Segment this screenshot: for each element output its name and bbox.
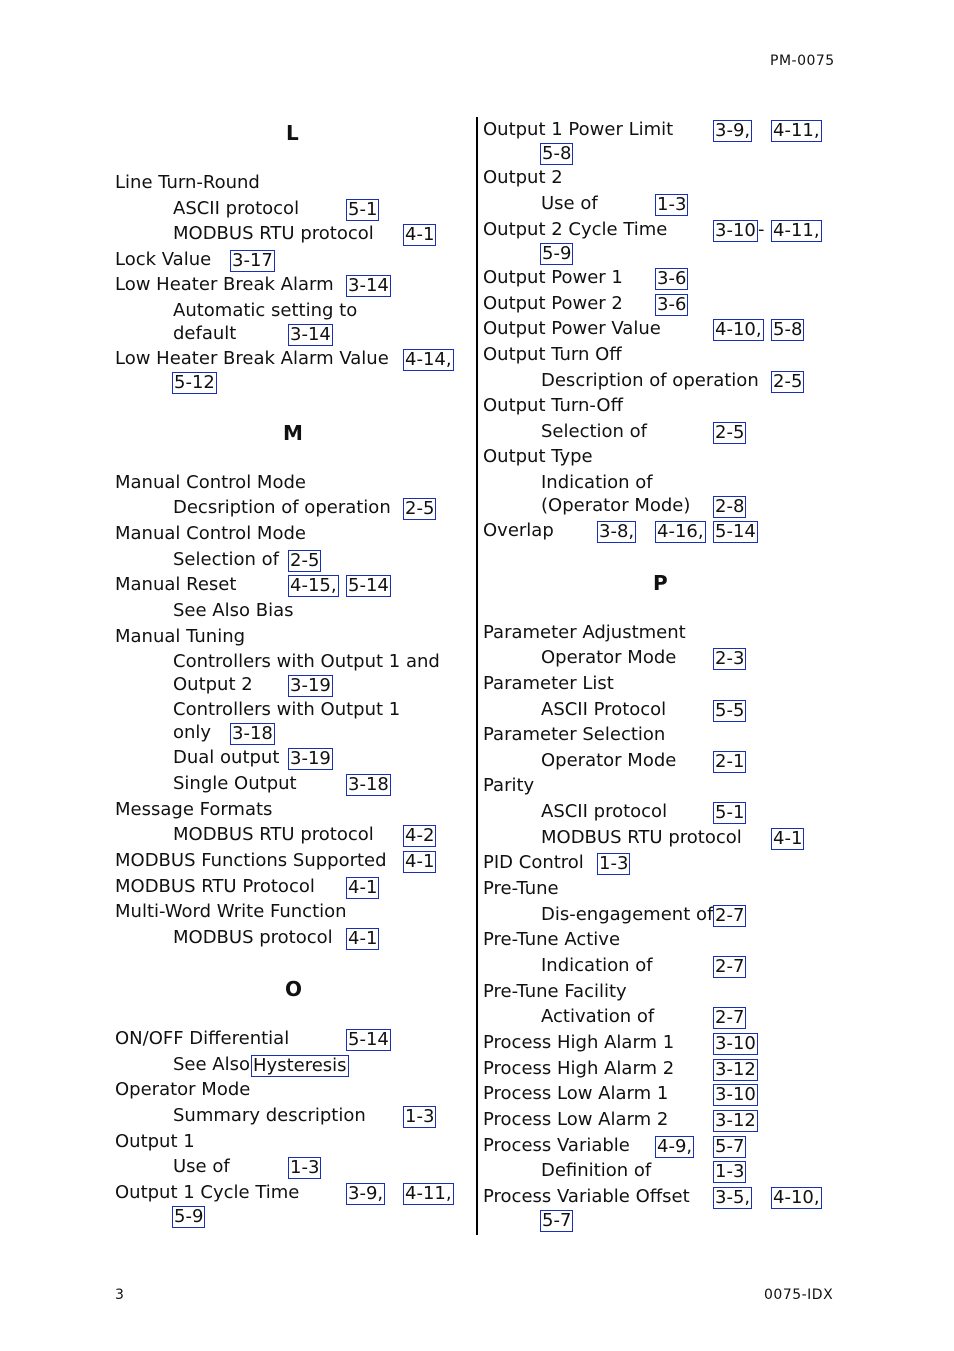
- index-entry: Use of: [173, 1156, 230, 1177]
- page-reference-link[interactable]: 3-6: [657, 268, 687, 289]
- page-reference-link[interactable]: 5-8: [773, 319, 803, 340]
- index-entry: Output 2: [483, 167, 563, 188]
- index-entry: Process Variable: [483, 1135, 630, 1156]
- page-reference-link[interactable]: 2-3: [715, 648, 745, 669]
- page-reference-link[interactable]: 5-7: [715, 1136, 745, 1157]
- range-dash: -: [758, 219, 765, 240]
- index-entry: (Operator Mode): [541, 495, 691, 516]
- index-entry: Operator Mode: [541, 647, 677, 668]
- page-reference-link[interactable]: 4-1: [773, 828, 803, 849]
- index-entry: Indication of: [541, 472, 653, 493]
- page-reference-link[interactable]: 3-12: [715, 1110, 756, 1131]
- page-reference-link[interactable]: 3-5,: [715, 1187, 751, 1208]
- page-reference-link[interactable]: 5-5: [715, 700, 745, 721]
- page-reference-link[interactable]: 3-19: [290, 748, 331, 769]
- page-reference-link[interactable]: 2-8: [715, 496, 745, 517]
- page-reference-link[interactable]: 3-9,: [348, 1183, 384, 1204]
- page-reference-link[interactable]: 4-1: [405, 224, 435, 245]
- page-reference-link[interactable]: 3-10: [715, 220, 756, 241]
- index-entry: default: [173, 323, 237, 344]
- page-reference-link[interactable]: 4-1: [405, 851, 435, 872]
- page-reference-link[interactable]: 3-10: [715, 1033, 756, 1054]
- index-entry: Overlap: [483, 520, 554, 541]
- index-entry: Output 1 Power Limit: [483, 119, 674, 140]
- document-id: 0075-IDX: [764, 1287, 834, 1303]
- page-reference-link[interactable]: 2-5: [773, 371, 803, 392]
- index-entry: Definition of: [541, 1160, 652, 1181]
- page-reference-link[interactable]: 4-1: [348, 877, 378, 898]
- index-entry: Operator Mode: [541, 750, 677, 771]
- index-entry: Output Type: [483, 446, 593, 467]
- index-entry: Multi-Word Write Function: [115, 901, 347, 922]
- document-code: PM-0075: [770, 53, 835, 69]
- index-entry: Pre-Tune: [483, 878, 559, 899]
- page-reference-link[interactable]: 3-14: [290, 324, 331, 345]
- page-reference-link[interactable]: 1-3: [657, 194, 687, 215]
- page-reference-link[interactable]: 2-7: [715, 956, 745, 977]
- index-entry: Output Power Value: [483, 318, 661, 339]
- page-reference-link[interactable]: 1-3: [715, 1161, 745, 1182]
- index-entry: Process Variable Offset: [483, 1186, 690, 1207]
- index-entry: Process Low Alarm 2: [483, 1109, 669, 1130]
- index-entry: Output 1 Cycle Time: [115, 1182, 300, 1203]
- index-entry: only: [173, 722, 212, 743]
- page-reference-link[interactable]: 5-9: [174, 1206, 204, 1227]
- page-reference-link[interactable]: 3-18: [232, 723, 273, 744]
- page-reference-link[interactable]: 3-17: [232, 250, 273, 271]
- page-reference-link[interactable]: 3-18: [348, 774, 389, 795]
- index-entry: Parameter Adjustment: [483, 622, 686, 643]
- index-entry: Dual output: [173, 747, 280, 768]
- index-entry: Dis-engagement of: [541, 904, 714, 925]
- index-entry: See Also Bias: [173, 600, 294, 621]
- index-entry: Output 2 Cycle Time: [483, 219, 668, 240]
- index-entry: Output 2: [173, 674, 253, 695]
- column-divider: [476, 117, 478, 1235]
- index-entry: Lock Value: [115, 249, 212, 270]
- page-reference-link[interactable]: 5-7: [542, 1210, 572, 1231]
- index-entry: Manual Control Mode: [115, 523, 306, 544]
- index-entry: Decsription of operation: [173, 497, 391, 518]
- index-entry: See Also: [173, 1054, 251, 1075]
- index-entry: ASCII protocol: [173, 198, 300, 219]
- index-entry: Line Turn-Round: [115, 172, 260, 193]
- index-entry: Low Heater Break Alarm Value: [115, 348, 389, 369]
- page-reference-link[interactable]: 4-15,: [290, 575, 337, 596]
- index-entry: Output Power 1: [483, 267, 623, 288]
- page-reference-link[interactable]: 5-14: [348, 575, 389, 596]
- index-entry: MODBUS protocol: [173, 927, 333, 948]
- page-number: 3: [115, 1287, 125, 1303]
- index-entry: Parameter Selection: [483, 724, 666, 745]
- index-entry: ASCII protocol: [541, 801, 668, 822]
- page-reference-link[interactable]: 5-1: [348, 199, 378, 220]
- page-reference-link[interactable]: 4-9,: [657, 1136, 693, 1157]
- page-reference-link[interactable]: 4-11,: [405, 1183, 452, 1204]
- page-reference-link[interactable]: 3-19: [290, 675, 331, 696]
- page-reference-link[interactable]: 5-9: [542, 243, 572, 264]
- index-entry: Manual Reset: [115, 574, 237, 595]
- page-reference-link[interactable]: 2-7: [715, 905, 745, 926]
- index-entry: Process Low Alarm 1: [483, 1083, 669, 1104]
- index-entry: Single Output: [173, 773, 297, 794]
- index-entry: Parameter List: [483, 673, 614, 694]
- index-entry: MODBUS RTU protocol: [541, 827, 742, 848]
- page-reference-link[interactable]: 1-3: [405, 1106, 435, 1127]
- page-reference-link[interactable]: 4-16,: [657, 521, 704, 542]
- page-reference-link[interactable]: 3-12: [715, 1059, 756, 1080]
- index-entry: MODBUS Functions Supported: [115, 850, 387, 871]
- section-heading-o: O: [285, 977, 303, 1001]
- index-entry: Controllers with Output 1: [173, 699, 401, 720]
- index-entry: Selection of: [541, 421, 648, 442]
- page-reference-link[interactable]: 2-5: [715, 422, 745, 443]
- page-reference-link[interactable]: 3-14: [348, 275, 389, 296]
- index-entry: Activation of: [541, 1006, 655, 1027]
- index-entry: Controllers with Output 1 and: [173, 651, 440, 672]
- page-reference-link[interactable]: 5-14: [348, 1029, 389, 1050]
- index-entry: ASCII Protocol: [541, 699, 667, 720]
- index-entry: MODBUS RTU Protocol: [115, 876, 315, 897]
- index-entry: Pre-Tune Active: [483, 929, 621, 950]
- index-entry: PID Control: [483, 852, 584, 873]
- index-entry: Manual Tuning: [115, 626, 246, 647]
- page-reference-link[interactable]: 4-11,: [773, 120, 820, 141]
- page-reference-link[interactable]: Hysteresis: [253, 1055, 347, 1076]
- page-reference-link[interactable]: 4-11,: [773, 220, 820, 241]
- index-entry: Automatic setting to: [173, 300, 358, 321]
- page-reference-link[interactable]: 1-3: [599, 853, 629, 874]
- index-entry: MODBUS RTU protocol: [173, 824, 374, 845]
- section-heading-m: M: [283, 421, 303, 445]
- index-entry: Use of: [541, 193, 598, 214]
- page-reference-link[interactable]: 5-12: [174, 372, 215, 393]
- page-reference-link[interactable]: 2-1: [715, 751, 745, 772]
- page-reference-link[interactable]: 4-2: [405, 825, 435, 846]
- page-reference-link[interactable]: 3-6: [657, 294, 687, 315]
- index-entry: Output 1: [115, 1131, 195, 1152]
- page-reference-link[interactable]: 2-7: [715, 1007, 745, 1028]
- index-entry: Manual Control Mode: [115, 472, 306, 493]
- page-reference-link[interactable]: 4-1: [348, 928, 378, 949]
- index-entry: ON/OFF Differential: [115, 1028, 290, 1049]
- page-reference-link[interactable]: 3-10: [715, 1084, 756, 1105]
- page-reference-link[interactable]: 4-14,: [405, 349, 452, 370]
- page-reference-link[interactable]: 3-9,: [715, 120, 751, 141]
- index-entry: Summary description: [173, 1105, 366, 1126]
- index-entry: Selection of: [173, 549, 280, 570]
- index-entry: MODBUS RTU protocol: [173, 223, 374, 244]
- index-entry: Output Turn-Off: [483, 395, 623, 416]
- index-entry: Pre-Tune Facility: [483, 981, 627, 1002]
- index-entry: Output Power 2: [483, 293, 623, 314]
- index-entry: Indication of: [541, 955, 653, 976]
- index-entry: Description of operation: [541, 370, 759, 391]
- index-entry: Low Heater Break Alarm: [115, 274, 334, 295]
- page-reference-link[interactable]: 5-8: [542, 143, 572, 164]
- page-reference-link[interactable]: 5-14: [715, 521, 756, 542]
- index-entry: Output Turn Off: [483, 344, 622, 365]
- page-reference-link[interactable]: 4-10,: [715, 319, 762, 340]
- page-reference-link[interactable]: 2-5: [290, 550, 320, 571]
- index-entry: Message Formats: [115, 799, 273, 820]
- index-entry: Process High Alarm 2: [483, 1058, 675, 1079]
- section-heading-l: L: [286, 121, 299, 145]
- page-reference-link[interactable]: 4-10,: [773, 1187, 820, 1208]
- page-reference-link[interactable]: 2-5: [405, 498, 435, 519]
- section-heading-p: P: [653, 571, 668, 595]
- index-entry: Parity: [483, 775, 535, 796]
- index-entry: Operator Mode: [115, 1079, 251, 1100]
- page-reference-link[interactable]: 5-1: [715, 802, 745, 823]
- page-reference-link[interactable]: 1-3: [290, 1157, 320, 1178]
- index-entry: Process High Alarm 1: [483, 1032, 675, 1053]
- page-reference-link[interactable]: 3-8,: [599, 521, 635, 542]
